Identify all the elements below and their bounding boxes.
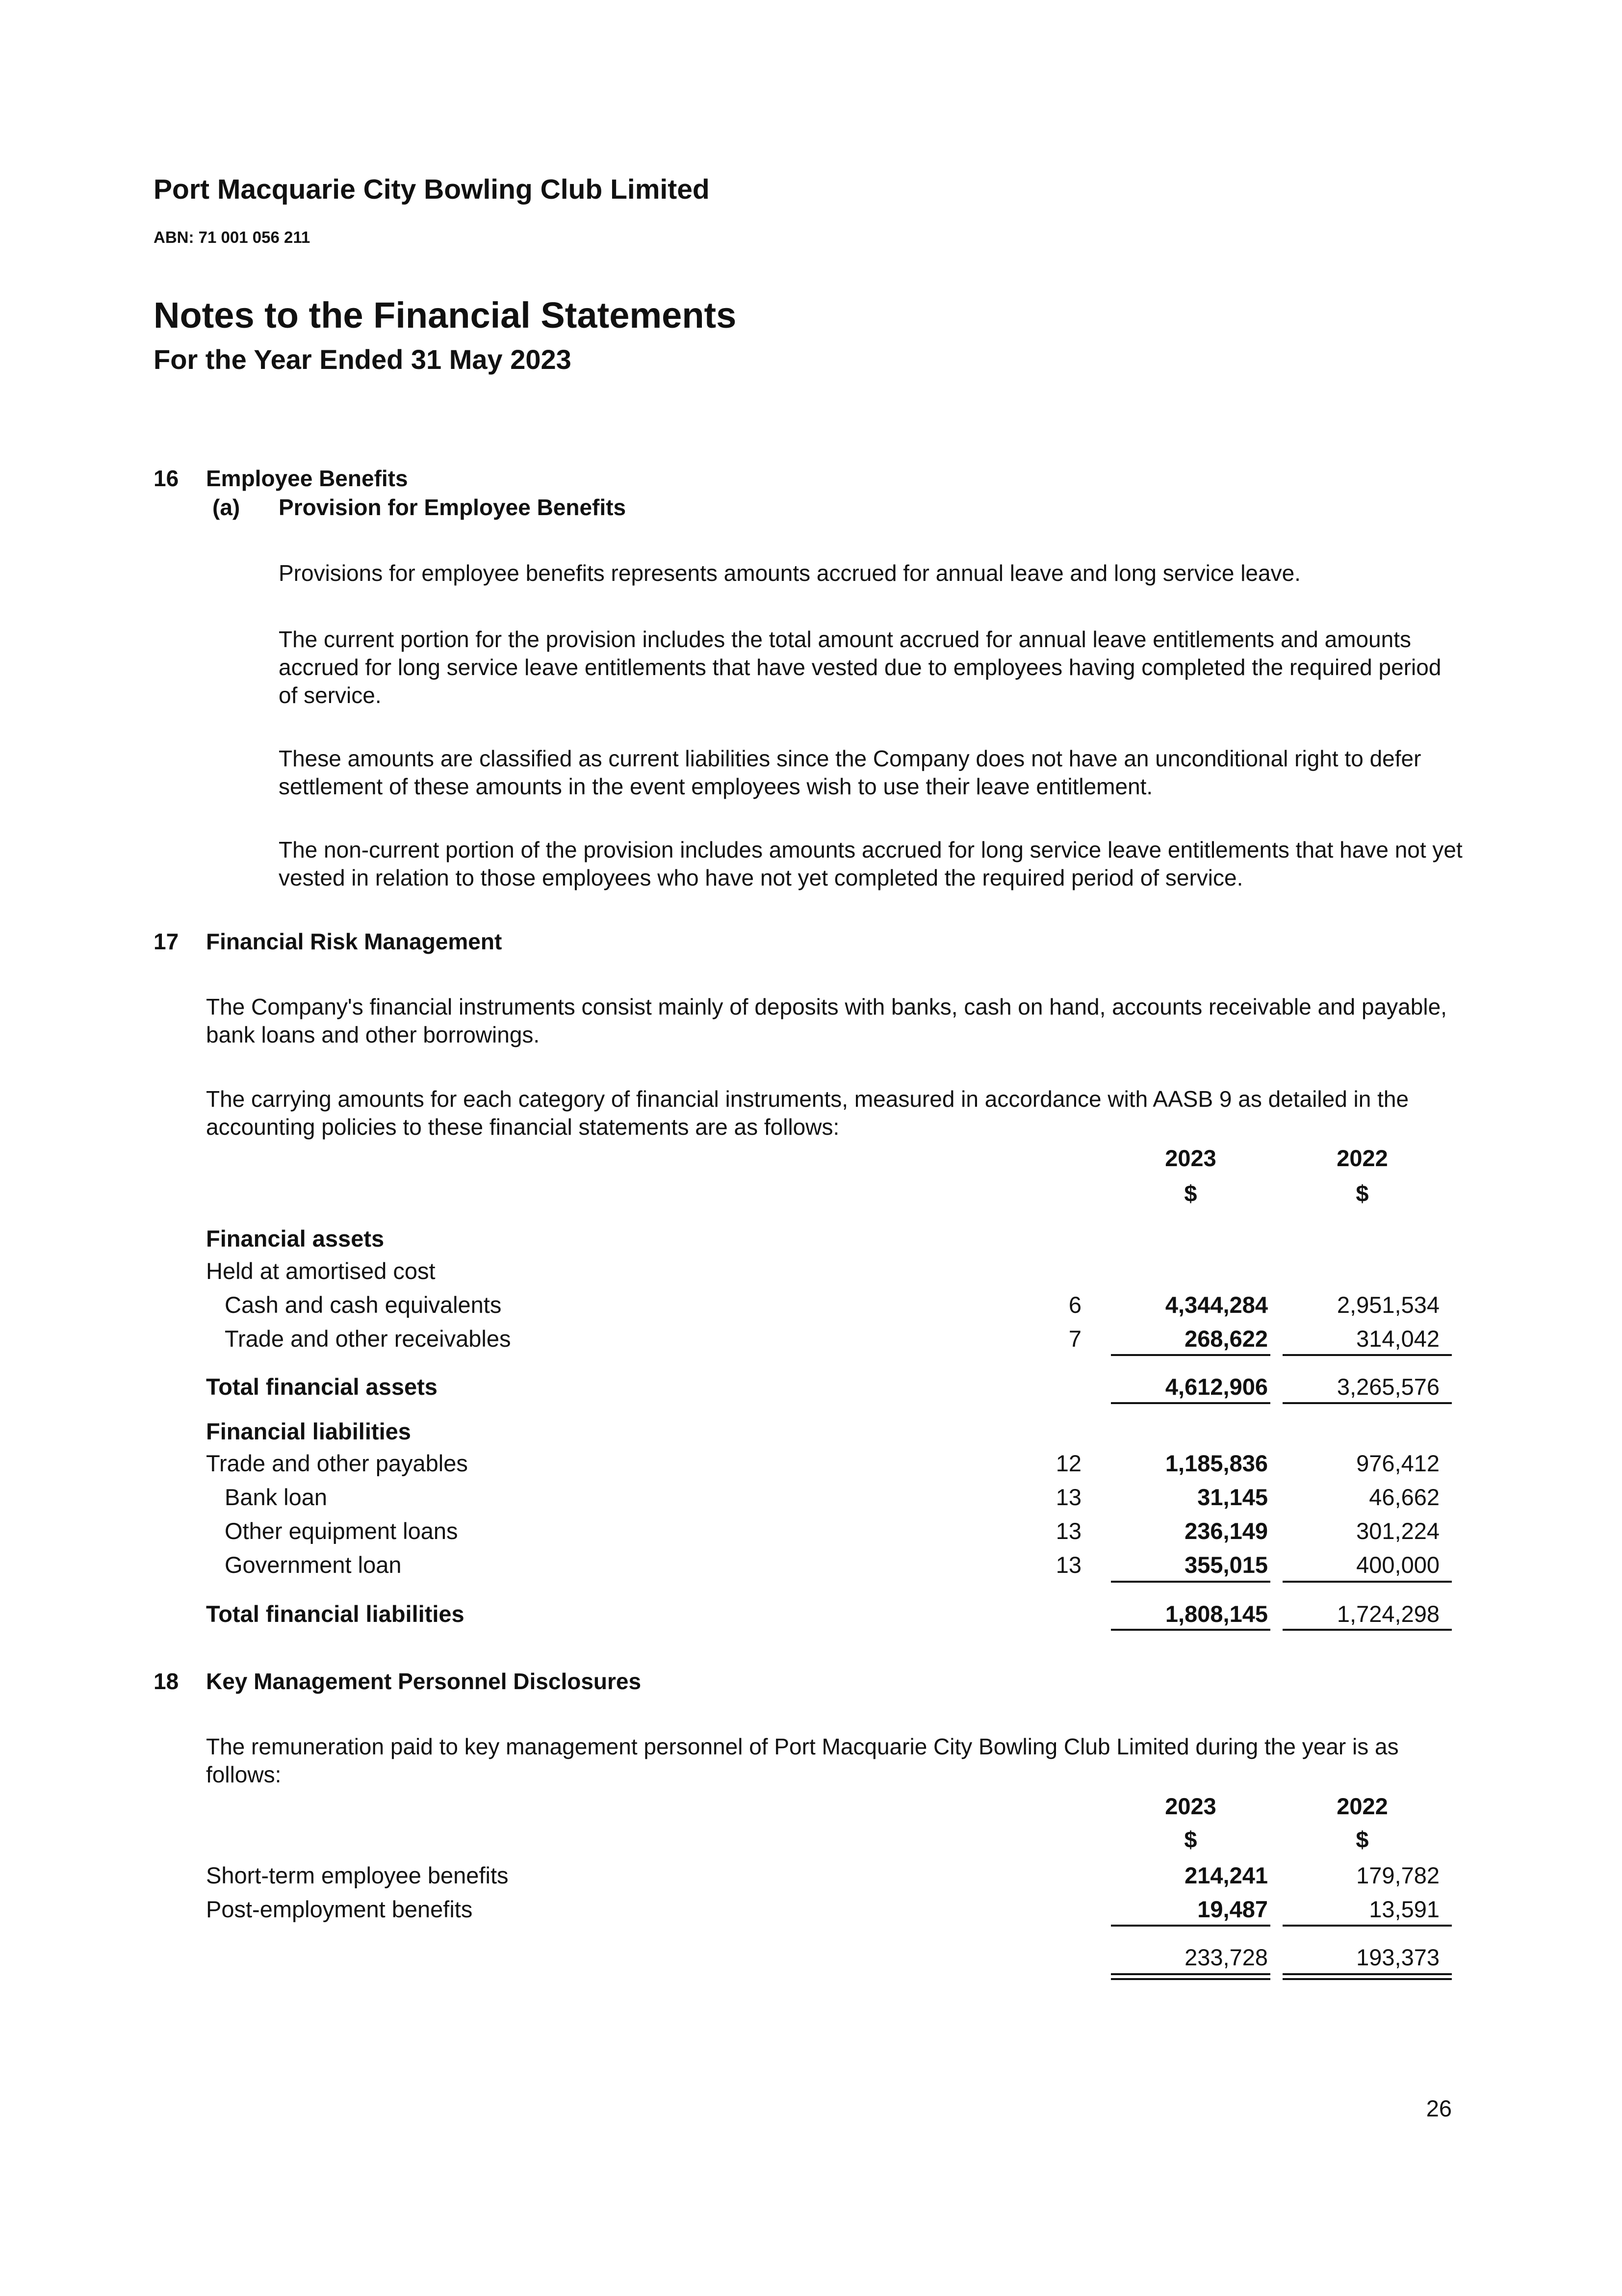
value-2022: 400,000 bbox=[1356, 1552, 1440, 1578]
value-2022: 13,591 bbox=[1369, 1896, 1440, 1922]
note-17-paragraph: The Company's financial instruments consist mainly of deposits with banks, cash on hand, accounts receivable and payable, bank loans and other borrowings. bbox=[206, 994, 1447, 1047]
note-16-paragraph: The non-current portion of the provision includes amounts accrued for long service leave entitlements that have not yet vested in relation to those employees who have not yet completed the required period of service. bbox=[279, 837, 1463, 890]
subtotal-rule bbox=[1283, 1581, 1452, 1583]
row-label: Short-term employee benefits bbox=[206, 1862, 509, 1888]
total-assets-2022: 3,265,576 bbox=[1337, 1374, 1440, 1400]
value-2023: 19,487 bbox=[1197, 1896, 1268, 1922]
col-currency-2022: $ bbox=[1356, 1826, 1369, 1852]
row-label: Bank loan bbox=[225, 1484, 328, 1510]
kmp-total-2022: 193,373 bbox=[1356, 1944, 1440, 1970]
abn: ABN: 71 001 056 211 bbox=[154, 228, 310, 246]
note-16a-label: (a) bbox=[212, 495, 240, 520]
row-label: Trade and other receivables bbox=[225, 1326, 511, 1352]
row-label: Cash and cash equivalents bbox=[225, 1292, 502, 1318]
value-2023: 355,015 bbox=[1184, 1552, 1268, 1578]
financial-liabilities-heading: Financial liabilities bbox=[206, 1418, 411, 1444]
value-2023: 31,145 bbox=[1197, 1484, 1268, 1510]
kmp-total-2023: 233,728 bbox=[1184, 1944, 1268, 1970]
note-18-number: 18 bbox=[154, 1669, 179, 1694]
page-title: Notes to the Financial Statements bbox=[154, 295, 737, 336]
subtotal-rule bbox=[1111, 1354, 1270, 1356]
page-subtitle: For the Year Ended 31 May 2023 bbox=[154, 344, 571, 375]
subtotal-rule bbox=[1111, 1925, 1270, 1927]
value-2022: 314,042 bbox=[1356, 1326, 1440, 1352]
amortised-cost-subheading: Held at amortised cost bbox=[206, 1258, 436, 1284]
financial-assets-heading: Financial assets bbox=[206, 1226, 385, 1252]
note-16-paragraph: Provisions for employee benefits represents amounts accrued for annual leave and long service leave. bbox=[279, 560, 1301, 586]
total-financial-liabilities-label: Total financial liabilities bbox=[206, 1601, 464, 1627]
row-note: 13 bbox=[1056, 1552, 1081, 1578]
note-18-title: Key Management Personnel Disclosures bbox=[206, 1669, 642, 1694]
total-rule bbox=[1111, 1629, 1270, 1631]
note-18-paragraph: The remuneration paid to key management personnel of Port Macquarie City Bowling Club Limited during the year is as follows: bbox=[206, 1734, 1399, 1787]
note-17-title: Financial Risk Management bbox=[206, 929, 502, 954]
row-label: Government loan bbox=[225, 1552, 402, 1578]
row-note: 7 bbox=[1068, 1326, 1081, 1352]
value-2023: 1,185,836 bbox=[1165, 1450, 1268, 1476]
value-2023: 236,149 bbox=[1184, 1518, 1268, 1544]
double-rule bbox=[1111, 1973, 1270, 1975]
col-currency-2022: $ bbox=[1356, 1180, 1369, 1206]
value-2022: 46,662 bbox=[1369, 1484, 1440, 1510]
row-note: 6 bbox=[1068, 1292, 1081, 1318]
col-currency-2023: $ bbox=[1184, 1180, 1197, 1206]
value-2023: 214,241 bbox=[1184, 1862, 1268, 1888]
note-16a-title: Provision for Employee Benefits bbox=[279, 495, 626, 520]
value-2022: 2,951,534 bbox=[1337, 1292, 1440, 1318]
row-note: 13 bbox=[1056, 1484, 1081, 1510]
company-name: Port Macquarie City Bowling Club Limited bbox=[154, 174, 710, 205]
total-rule bbox=[1111, 1402, 1270, 1404]
col-header-2022: 2022 bbox=[1337, 1793, 1388, 1819]
total-financial-assets-label: Total financial assets bbox=[206, 1374, 438, 1400]
note-16-paragraph: These amounts are classified as current liabilities since the Company does not have an unconditional right to defer settlement of these amounts in the event employees wish to use their leave entitlement. bbox=[279, 746, 1421, 799]
row-label: Trade and other payables bbox=[206, 1450, 468, 1476]
value-2022: 301,224 bbox=[1356, 1518, 1440, 1544]
double-rule bbox=[1283, 1973, 1452, 1975]
total-rule bbox=[1283, 1629, 1452, 1631]
double-rule bbox=[1111, 1978, 1270, 1980]
subtotal-rule bbox=[1283, 1925, 1452, 1927]
note-17-paragraph: The carrying amounts for each category of financial instruments, measured in accordance with AASB 9 as detailed in the accounting policies to these financial statements are as follows: bbox=[206, 1086, 1409, 1140]
total-liabilities-2022: 1,724,298 bbox=[1337, 1601, 1440, 1627]
note-16-number: 16 bbox=[154, 466, 179, 491]
row-note: 12 bbox=[1056, 1450, 1081, 1476]
col-header-2023: 2023 bbox=[1165, 1793, 1216, 1819]
note-17-number: 17 bbox=[154, 929, 179, 954]
page-number: 26 bbox=[1426, 2095, 1452, 2121]
subtotal-rule bbox=[1111, 1581, 1270, 1583]
value-2023: 4,344,284 bbox=[1165, 1292, 1268, 1318]
col-currency-2023: $ bbox=[1184, 1826, 1197, 1852]
row-label: Post-employment benefits bbox=[206, 1896, 473, 1922]
total-rule bbox=[1283, 1402, 1452, 1404]
total-liabilities-2023: 1,808,145 bbox=[1165, 1601, 1268, 1627]
subtotal-rule bbox=[1283, 1354, 1452, 1356]
value-2023: 268,622 bbox=[1184, 1326, 1268, 1352]
row-label: Other equipment loans bbox=[225, 1518, 458, 1544]
note-16-title: Employee Benefits bbox=[206, 466, 408, 491]
col-header-2023: 2023 bbox=[1165, 1145, 1216, 1171]
total-assets-2023: 4,612,906 bbox=[1165, 1374, 1268, 1400]
col-header-2022: 2022 bbox=[1337, 1145, 1388, 1171]
value-2022: 179,782 bbox=[1356, 1862, 1440, 1888]
row-note: 13 bbox=[1056, 1518, 1081, 1544]
value-2022: 976,412 bbox=[1356, 1450, 1440, 1476]
note-16-paragraph: The current portion for the provision includes the total amount accrued for annual leave entitlements and amounts accrued for long service leave entitlements that have vested due to employees having completed the required period of service. bbox=[279, 626, 1442, 708]
double-rule bbox=[1283, 1978, 1452, 1980]
